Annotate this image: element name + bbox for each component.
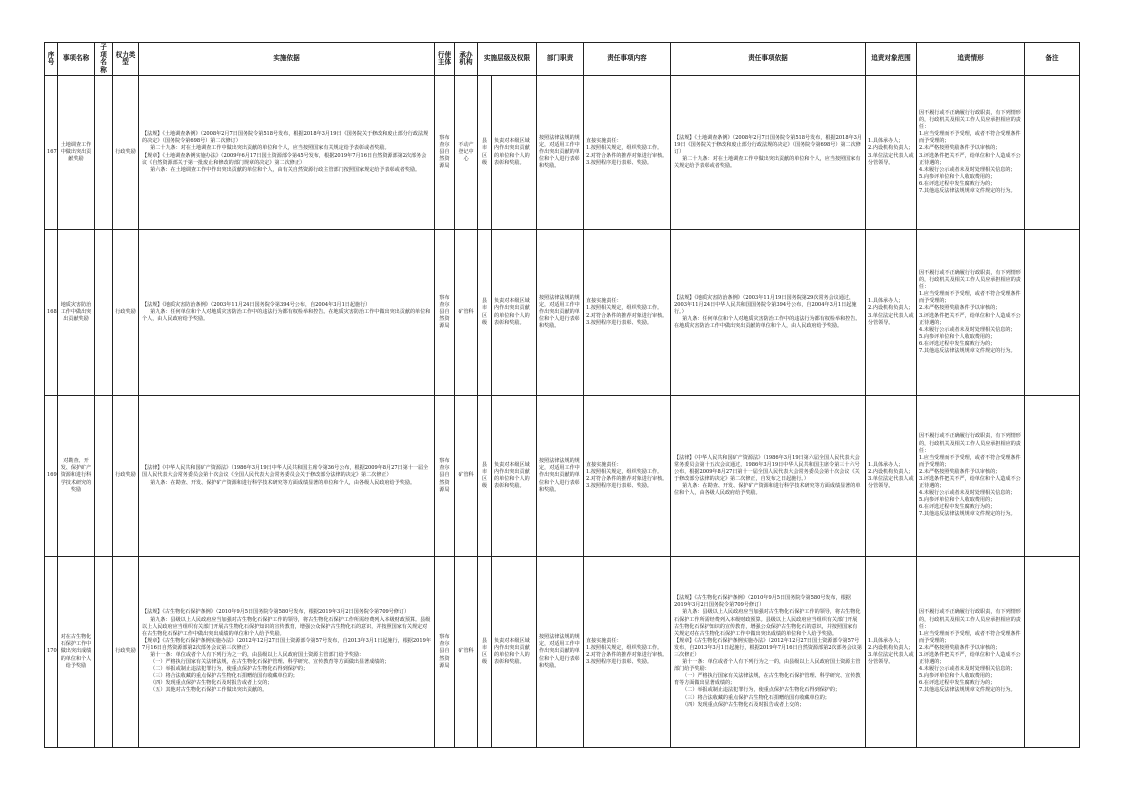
- cell-basis-paragraph: 第九条：县级以上人民政府应当加强对古生物化石保护工作的领导，将古生物化石保护工作所需经费列入本级财政预算。县级以上人民政府应当组织有关部门开展古生物化石保护知识的宣传教育，增强公众保护古生物化石的意识，并按照国家有关规定对在古生物化石保护工作中做出突出成绩的单位和个人给予奖励。: [142, 616, 431, 637]
- cell-name: 对勘查、开发、保护矿产资源和进行科学技术研究的奖励: [58, 396, 95, 557]
- cell-sub: [95, 76, 113, 230]
- header-duty: 部门职责: [537, 43, 584, 76]
- cell-resp: 直接实施责任： 1.按照相关规定，组织奖励工作。 2.对符合条件的推荐对象进行审核。 3.按照程序进行表彰、奖励。: [584, 76, 671, 230]
- cell-level-a: 县市区级: [478, 230, 492, 396]
- table-row: [45, 557, 1080, 748]
- cell-basis-paragraph: （三）将合法收藏的重点保护古生物化石捐赠给国有收藏单位的；: [150, 673, 298, 680]
- cell-level-b: 负责对本级区域内作出突出贡献的单位和个人的表彰和奖励。: [492, 230, 537, 396]
- cell-resp: 直接实施责任： 1.按照相关规定，组织奖励工作。 2.对符合条件的推荐对象进行审核。 3.按照程序进行表彰、奖励。: [584, 230, 671, 396]
- cell-basis: [139, 396, 435, 557]
- cell-basis-paragraph: 第十一条：单位或者个人有下列行为之一的，由县级以上人民政府国土资源主管部门给予奖励：: [150, 652, 365, 658]
- cell-sub: [95, 557, 113, 748]
- cell-basis-paragraph: 【规章】《土地调查条例实施办法》（2009年6月17日国土资源部令第45号发布，根据2019年7月16日自然资源部第2次部务会议《自然资源部关于第一批废止和修改的部门规章的决定》第二次修正）: [142, 152, 427, 166]
- cell-note: [1025, 557, 1080, 748]
- cell-respbasis-paragraph: 【规章】《古生物化石保护条例实施办法》（2012年12月27日国土资源部令第57号发布，自2013年3月1日起施行，根据2019年7月16日自然资源部第2次部务会议第三次修正）: [674, 637, 862, 658]
- header-respbasis: 责任事项依据: [671, 43, 866, 76]
- cell-level-b: 负责对本级区域内作出突出贡献的单位和个人的表彰和奖励。: [492, 557, 537, 748]
- cell-basis-paragraph: 第二十九条：对在土地调查工作中做出突出贡献的单位和个人，应当按照国家有关规定给予表彰或者奖励。: [150, 145, 390, 152]
- cell-basis-paragraph: （四）发现重点保护古生物化石及时报告或者上交的；: [150, 680, 273, 687]
- cell-respbasis-paragraph: 【法规】《地质灾害防治条例》（2003年11月19日国务院第29次常务会议通过，2003年11月24日中华人民共和国国务院令第394号公布，自2004年3月1日起施行。）: [674, 294, 857, 315]
- document-page: [44, 42, 1079, 748]
- header-org: 承办机构: [455, 43, 478, 76]
- cell-scope: 1.具体承办人； 2.内设机构负责人； 3.单位法定代表人或分管领导。: [866, 396, 917, 557]
- cell-case: 因不履行或不正确履行行政职责，有下列情形的，行政机关及相关工作人员应承担相应的责任： 1.应当受理而不予受理，或者不符合受理条件而予受理的； 2.未严格按照奖励条件予以审核的； 3.评选条件把关不严，给单位和个人造成不公正待遇的； 4.未履行公示或者未及时处理相关信息的； 5.向参评单位和个人收取费用的； 6.在评选过程中发生腐败行为的； 7.其他违反法律法规规章文件规定的行为。: [917, 76, 1025, 230]
- cell-basis-paragraph: （二）举报或制止违法犯罪行为，使重点保护古生物化石得到保护的；: [150, 666, 309, 673]
- cell-respbasis: [671, 557, 866, 748]
- cell-note: [1025, 396, 1080, 557]
- cell-duty: 按照法律法规的规定，对适用工作中作出突出贡献的单位和个人进行表彰和奖励。: [537, 76, 584, 230]
- cell-basis: [139, 76, 435, 230]
- cell-org: 矿管科: [455, 230, 478, 396]
- header-note: 备注: [1025, 43, 1080, 76]
- cell-subject: 察布查尔县自然资源局: [435, 557, 455, 748]
- header-basis: 实施依据: [139, 43, 435, 76]
- cell-org: 矿管科: [455, 396, 478, 557]
- cell-respbasis: [671, 230, 866, 396]
- cell-seq: 168: [45, 230, 58, 396]
- cell-respbasis-paragraph: 第九条：在勘查、开发、保护矿产资源和进行科学技术研究等方面成绩显著的单位和个人，由各级人民政府给予奖励。: [674, 483, 861, 497]
- cell-org: 矿管科: [455, 557, 478, 748]
- cell-seq: 169: [45, 396, 58, 557]
- cell-respbasis-paragraph: 【法律】《中华人民共和国矿产资源法》（1986年3月19日第六届全国人民代表大会常务委员会第十五次会议通过，1986年3月19日中华人民共和国主席令第三十六号公布，根据2009年8月27日第十一届全国人民代表大会常务委员会第十次会议《关于修改部分法律的决定》第二次修正，自发布之日起施行。）: [674, 454, 860, 482]
- cell-basis-paragraph: 【法规】《古生物化石保护条例》（2010年9月5日国务院令第580号发布，根据2019年3月2日国务院令第709号修订）: [142, 609, 410, 616]
- cell-basis-paragraph: 【法规】《地质灾害防治条例》（2003年11月24日国务院令第394号公布，自2004年3月1日起施行）: [142, 301, 371, 308]
- cell-respbasis-paragraph: （三）将合法收藏的重点保护古生物化石捐赠给国有收藏单位的；: [682, 694, 830, 701]
- header-type: 权力类型: [113, 43, 139, 76]
- table-row: [45, 230, 1080, 396]
- cell-basis-paragraph: 第六条：在土地调查工作中作出突出贡献的单位和个人，由有关自然资源行政主管部门按照国家规定给予表彰或者奖励。: [150, 166, 421, 173]
- header-name: 事项名称: [58, 43, 95, 76]
- cell-sub: [95, 396, 113, 557]
- cell-level-b: 负责对本级区域内作出突出贡献的单位和个人的表彰和奖励。: [492, 396, 537, 557]
- cell-duty: 按照法律法规的规定，对适用工作中作出突出贡献的单位和个人进行表彰和奖励。: [537, 230, 584, 396]
- cell-scope: 1.具体承办人； 2.内设机构负责人； 3.单位法定代表人或分管领导。: [866, 230, 917, 396]
- cell-respbasis-paragraph: （二）举报或制止违法犯罪行为，使重点保护古生物化石得到保护的；: [682, 687, 841, 694]
- cell-scope: 1.具体承办人； 2.内设机构负责人； 3.单位法定代表人或分管领导。: [866, 76, 917, 230]
- cell-name: 地质灾害防治工作中做出突出贡献奖励: [58, 230, 95, 396]
- cell-org: 不动产登记中心: [455, 76, 478, 230]
- cell-duty: 按照法律法规的规定，对适用工作中作出突出贡献的单位和个人进行表彰和奖励。: [537, 396, 584, 557]
- cell-sub: [95, 230, 113, 396]
- cell-name: 对在古生物化石保护工作中做出突出成绩的单位和个人给予奖励: [58, 557, 95, 748]
- header-case: 追责情形: [917, 43, 1025, 76]
- cell-subject: 察布查尔县自然资源局: [435, 230, 455, 396]
- cell-respbasis-paragraph: 第九条：县级以上人民政府应当加强对古生物化石保护工作的领导，将古生物化石保护工作所需经费列入本级财政预算。县级以上人民政府应当组织有关部门开展古生物化石保护知识的宣传教育，增强公众保护古生物化石的意识，并按照国家有关规定对在古生物化石保护工作中做出突出成绩的单位和个人给予奖励。: [674, 609, 861, 637]
- cell-basis-paragraph: 【法律】《中华人民共和国矿产资源法》（1986年3月19日中华人民共和国主席令第36号公布，根据2009年8月27日第十一届全国人民代表大会常务委员会第十次会议《全国人民代表大会常务委员会关于修改部分法律的决定》第二次修正）: [142, 465, 429, 479]
- cell-basis: [139, 230, 435, 396]
- cell-type: 行政奖励: [113, 396, 139, 557]
- header-scope: 追责对象范围: [866, 43, 917, 76]
- cell-level-a: 县市区级: [478, 76, 492, 230]
- cell-respbasis: [671, 76, 866, 230]
- cell-type: 行政奖励: [113, 230, 139, 396]
- header-sub: 子项名称: [95, 43, 113, 76]
- cell-seq: 167: [45, 76, 58, 230]
- cell-basis-paragraph: （五）其他对古生物化石保护工作做出突出贡献的。: [150, 687, 268, 694]
- cell-respbasis-paragraph: 第二十九条：对在土地调查工作中做出突出贡献的单位和个人，应当按照国家有关规定给予表彰或者奖励。: [674, 156, 861, 170]
- cell-level-b: 负责对本级区域内作出突出贡献的单位和个人的表彰和奖励。: [492, 76, 537, 230]
- header-row: [45, 43, 1080, 76]
- power-list-table: [44, 42, 1080, 748]
- cell-name: 土地调查工作中做出突出贡献奖励: [58, 76, 95, 230]
- cell-case: 因不履行或不正确履行行政职责，有下列情形的，行政机关及相关工作人员应承担相应的责任： 1.应当受理而不予受理，或者不符合受理条件而予受理的； 2.未严格按照奖励条件予以审核的； 3.评选条件把关不严，给单位和个人造成不公正待遇的； 4.未履行公示或者未及时处理相关信息的； 5.向参评单位和个人收取费用的； 6.在评选过程中发生腐败行为的； 7.其他违反法律法规规章文件规定的行为。: [917, 396, 1025, 557]
- cell-respbasis-paragraph: 【法规】《古生物化石保护条例》（2010年9月5日国务院令第580号发布，根据2019年3月2日国务院令第709号修订）: [674, 595, 851, 609]
- cell-basis-paragraph: 第九条：在勘查、开发、保护矿产资源和进行科学技术研究等方面成绩显著的单位和个人，由各级人民政府给予奖励。: [150, 479, 416, 486]
- cell-case: 因不履行或不正确履行行政职责，有下列情形的，行政机关及相关工作人员应承担相应的责任： 1.应当受理而不予受理，或者不符合受理条件而予受理的； 2.未严格按照奖励条件予以审核的； 3.评选条件把关不严，给单位和个人造成不公正待遇的； 4.未履行公示或者未及时处理相关信息的； 5.向参评单位和个人收取费用的； 6.在评选过程中发生腐败行为的； 7.其他违反法律法规规章文件规定的行为。: [917, 557, 1025, 748]
- cell-note: [1025, 76, 1080, 230]
- cell-respbasis-paragraph: （一）严格执行国家有关法律法规，在古生物化石保护管理、科学研究、宣传教育等方面做出显著成绩的；: [674, 673, 861, 687]
- cell-basis-paragraph: 第九条：任何单位和个人对地质灾害防治工作中的违法行为都有权检举和控告。在地质灾害防治工作中做出突出贡献的单位和个人，由人民政府给予奖励。: [142, 308, 431, 323]
- cell-type: 行政奖励: [113, 76, 139, 230]
- cell-basis-paragraph: 【法规】《土地调查条例》（2008年2月7日国务院令第518号发布，根据2018年3月19日《国务院关于修改和废止部分行政法规的决定》（国务院令第698号）第二次修订）: [142, 131, 429, 145]
- table-row: [45, 76, 1080, 230]
- cell-level-a: 县市区级: [478, 557, 492, 748]
- cell-respbasis-paragraph: 第九条：任何单位和个人对地质灾害防治工作中的违法行为都有权检举和控告。在地质灾害防治工作中做出突出贡献的单位和个人，由人民政府给予奖励。: [674, 316, 861, 330]
- cell-respbasis-paragraph: 【法规】《土地调查条例》（2008年2月7日国务院令第518号发布，根据2018年3月19日《国务院关于修改和废止部分行政法规的决定》（国务院令第698号）第二次修订）: [674, 134, 862, 155]
- header-subject: 行使主体: [435, 43, 455, 76]
- cell-case: 因不履行或不正确履行行政职责，有下列情形的，行政机关及相关工作人员应承担相应的责任： 1.应当受理而不予受理，或者不符合受理条件而予受理的； 2.未严格按照奖励条件予以审核的； 3.评选条件把关不严，给单位和个人造成不公正待遇的； 4.未履行公示或者未及时处理相关信息的； 5.向参评单位和个人收取费用的； 6.在评选过程中发生腐败行为的； 7.其他违反法律法规规章文件规定的行为。: [917, 230, 1025, 396]
- header-seq: 序号: [45, 43, 58, 76]
- cell-resp: 直接实施责任： 1.按照相关规定，组织奖励工作。 2.对符合条件的推荐对象进行审核。 3.按照程序进行表彰、奖励。: [584, 396, 671, 557]
- cell-subject: 察布查尔县自然资源局: [435, 396, 455, 557]
- table-row: [45, 396, 1080, 557]
- cell-basis-paragraph: （一）严格执行国家有关法律法规，在古生物化石保护管理、科学研究、宣传教育等方面做出显著成绩的；: [150, 659, 390, 666]
- cell-basis-paragraph: 【规章】《古生物化石保护条例实施办法》（2012年12月27日国土资源部令第57号发布，自2013年3月1日起施行，根据2019年7月16日自然资源部第2次部务会议第三次修正）: [142, 637, 431, 651]
- cell-subject: 察布查尔县自然资源局: [435, 76, 455, 230]
- cell-note: [1025, 230, 1080, 396]
- cell-respbasis-paragraph: （四）发现重点保护古生物化石及时报告或者上交的；: [682, 701, 805, 708]
- header-resp: 责任事项内容: [584, 43, 671, 76]
- cell-seq: 170: [45, 557, 58, 748]
- cell-resp: 直接实施责任： 1.按照相关规定，组织奖励工作。 2.对符合条件的推荐对象进行审核。 3.按照程序进行表彰、奖励。: [584, 557, 671, 748]
- cell-type: 行政奖励: [113, 557, 139, 748]
- header-level: 实施层级及权限: [478, 43, 537, 76]
- cell-level-a: 县市区级: [478, 396, 492, 557]
- cell-respbasis-paragraph: 第十一条：单位或者个人有下列行为之一的，由县级以上人民政府国土资源主管部门给予奖励：: [674, 659, 861, 673]
- cell-respbasis: [671, 396, 866, 557]
- cell-scope: 1.具体承办人； 2.内设机构负责人； 3.单位法定代表人或分管领导。: [866, 557, 917, 748]
- cell-duty: 按照法律法规的规定，对适用工作中作出突出贡献的单位和个人进行表彰和奖励。: [537, 557, 584, 748]
- cell-basis: [139, 557, 435, 748]
